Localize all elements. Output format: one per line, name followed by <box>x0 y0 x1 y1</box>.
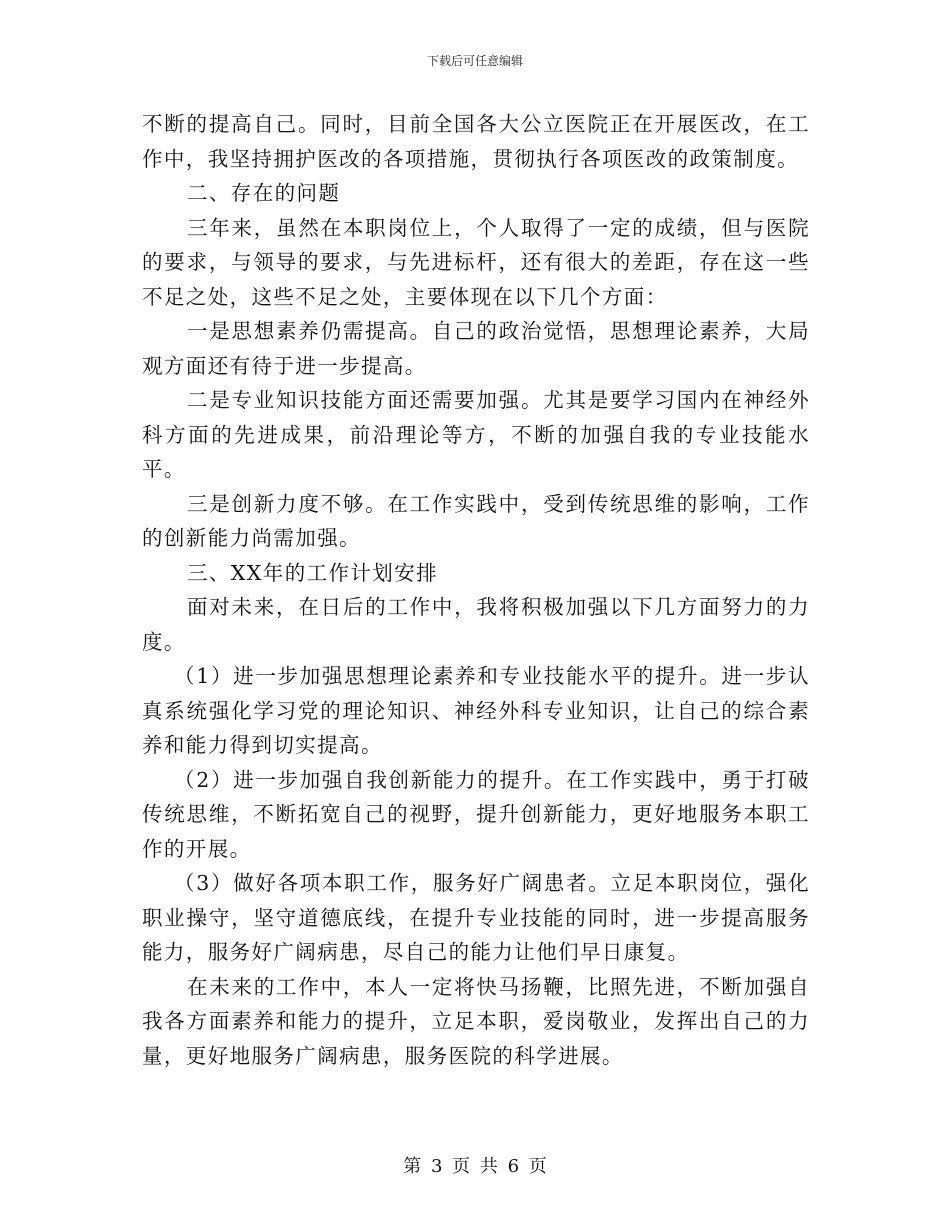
list-item-2: （2）进一步加强自我创新能力的提升。在工作实践中，勇于打破传统思维，不断拓宽自己的视野，提升创新能力，更好地服务本职工作的开展。 <box>142 767 810 861</box>
page-header: 下载后可任意编辑 <box>426 54 523 68</box>
paragraph-1: 不断的提高自己。同时，目前全国各大公立医院正在开展医改，在工作中，我坚持拥护医改的各项措施，贯彻执行各项医改的政策制度。 <box>142 112 810 171</box>
paragraph-8: 面对未来，在日后的工作中，我将积极加强以下几方面努力的力度。 <box>142 595 810 654</box>
list-item-3: （3）做好各项本职工作，服务好广阔患者。立足本职岗位，强化职业操守，坚守道德底线，在提升专业技能的同时，进一步提高服务能力，服务好广阔病患，尽自己的能力让他们早日康复。 <box>142 871 810 964</box>
list-item-1: （1）进一步加强思想理论素养和专业技能水平的提升。进一步认真系统强化学习党的理论知识、神经外科专业知识，让自己的综合素养和能力得到切实提高。 <box>142 664 810 757</box>
paragraph-closing: 在未来的工作中，本人一定将快马扬鞭，比照先进，不断加强自我各方面素养和能力的提升，立足本职，爱岗敬业，发挥出自己的力量，更好地服务广阔病患，服务医院的科学进展。 <box>142 974 810 1068</box>
section-heading-plan: 三、XX年的工作计划安排 <box>187 560 438 585</box>
document-body <box>142 107 810 1073</box>
page-footer: 第 3 页 共 6 页 <box>403 1156 547 1177</box>
paragraph-4: 一是思想素养仍需提高。自己的政治觉悟，思想理论素养，大局观方面还有待于进一步提高。 <box>142 319 810 378</box>
paragraph-6: 三是创新力度不够。在工作实践中，受到传统思维的影响，工作的创新能力尚需加强。 <box>142 491 810 550</box>
section-heading-problems: 二、存在的问题 <box>187 181 341 205</box>
paragraph-3: 三年来，虽然在本职岗位上，个人取得了一定的成绩，但与医院的要求，与领导的要求，与先进标杆，还有很大的差距，存在这一些不足之处，这些不足之处，主要体现在以下几个方面： <box>142 215 810 309</box>
paragraph-5: 二是专业知识技能方面还需要加强。尤其是要学习国内在神经外科方面的先进成果，前沿理论等方，不断的加强自我的专业技能水平。 <box>142 388 810 481</box>
